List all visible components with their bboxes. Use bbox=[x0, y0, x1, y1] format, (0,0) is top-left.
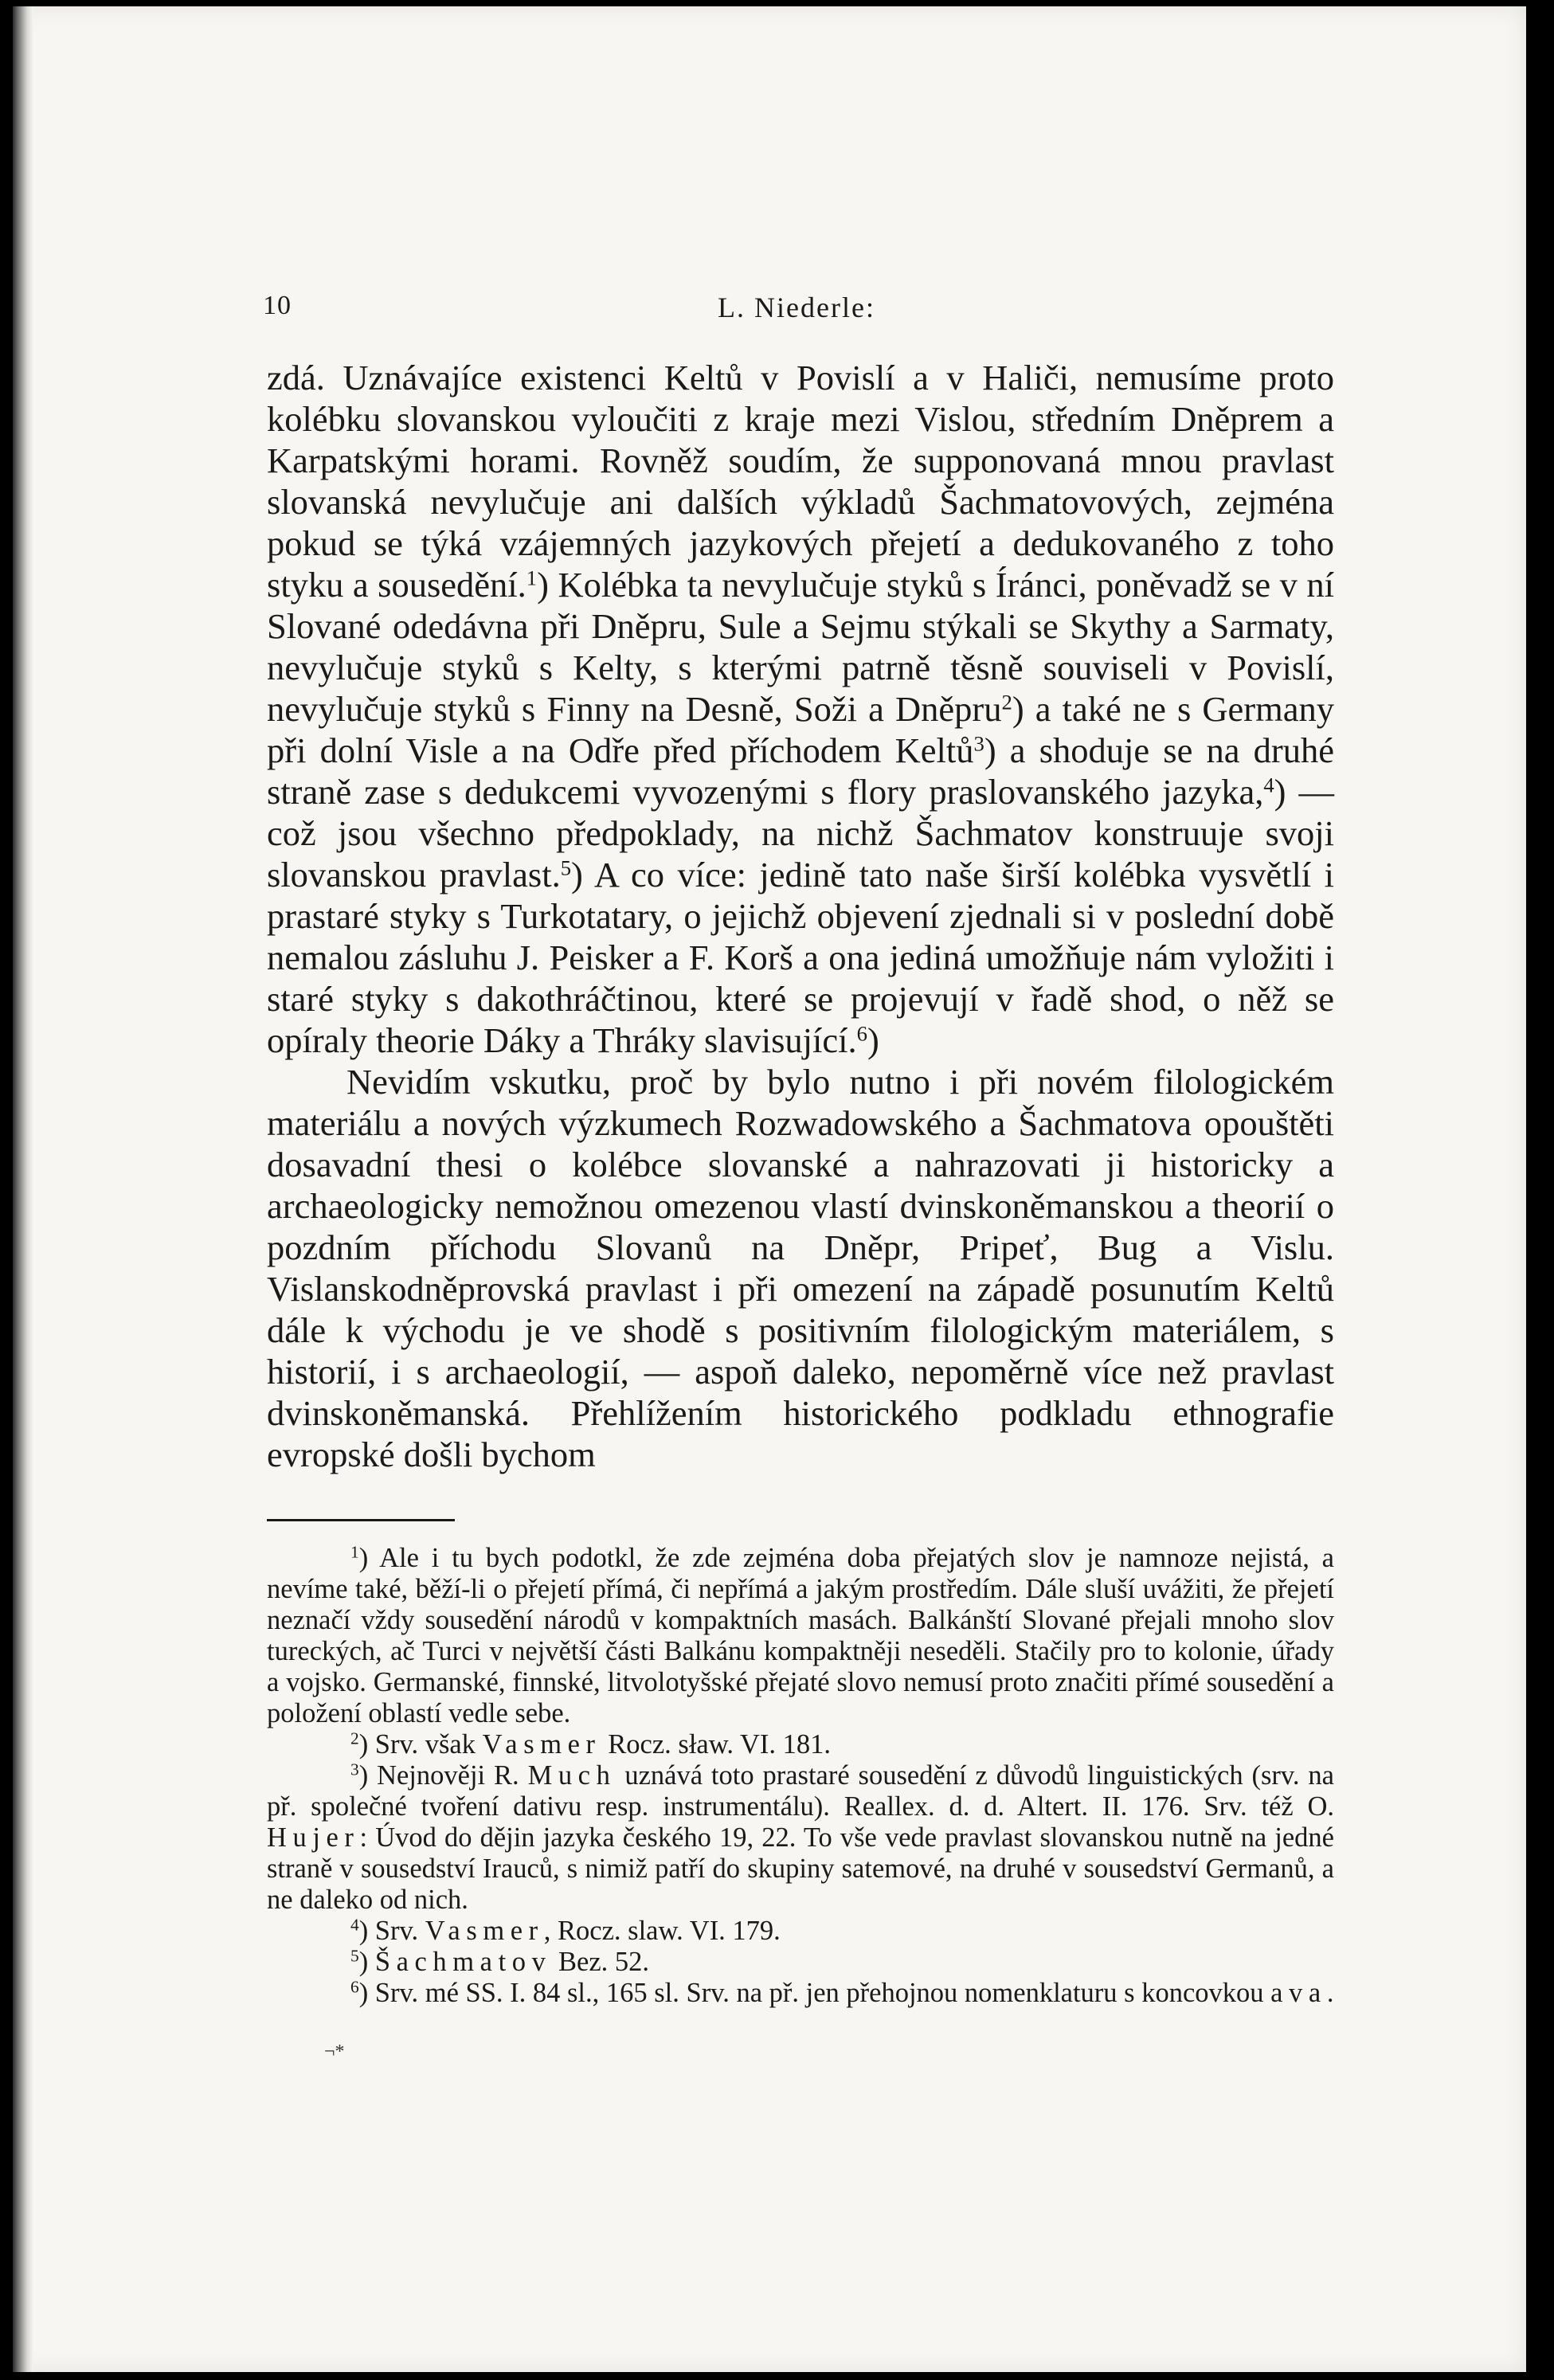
p1-text-3: ) a také ne s Germany při dolní Visle a na Odře před příchodem Keltů bbox=[267, 689, 1334, 770]
footnote-mark: 2 bbox=[350, 1728, 359, 1748]
footnote-text: Rocz. sław. VI. 181. bbox=[601, 1729, 832, 1760]
p1-text-4: ) a shoduje se na druhé straně zase s dedukcemi vyvozenými s flory praslovanského jazyka, bbox=[267, 730, 1334, 812]
page-number: 10 bbox=[263, 291, 292, 320]
main-text bbox=[267, 357, 1334, 1475]
footnote-text: ) Ale i tu bych podotkl, že zde zejména doba přejatých slov je namnoze nejistá, a nevíme také, běží-li o přejetí přímá, či nepřímá a jakým prostředím. Dále sluší uvážiti, že přejetí neznačí vždy sousedění národů v kompaktních masách. Balkánští Slované přejali mnoho slov tureckých, ač Turci v největší části Balkánu kompaktněji neseděli. Stačily pro to kolonie, úřady a vojsko. Germanské, finnské, litvolotyšské přejaté slovo nemusí proto značiti přímé sousedění a položení oblastí vedle sebe. bbox=[267, 1543, 1334, 1728]
book-spine-shadow bbox=[13, 6, 33, 2372]
footnote-ref-4: 4 bbox=[1263, 773, 1274, 797]
page-header bbox=[263, 291, 1330, 331]
footnote-5 bbox=[267, 1947, 1334, 1978]
footnote-1 bbox=[267, 1543, 1334, 1729]
footnote-text: uznává toto prastaré sousedění z důvodů linguistických (srv. na př. společné tvoření dativu resp. instrumentálu). Reallex. d. d. Altert. II. 176. Srv. též O. bbox=[267, 1760, 1334, 1822]
p1-text-5: ) — což jsou všechno předpoklady, na nichž Šachmatov konstruuje svoji slovanskou pravlast. bbox=[267, 772, 1335, 894]
footnote-text: ) bbox=[358, 1947, 375, 1977]
footnote-text: ) Srv. bbox=[358, 1916, 425, 1946]
author-name: Vasmer bbox=[482, 1729, 601, 1760]
footnote-ref-2: 2 bbox=[1001, 690, 1012, 714]
footnote-mark: 6 bbox=[350, 1977, 359, 1997]
footnote-4 bbox=[267, 1916, 1334, 1947]
p1-text-7: ) bbox=[867, 1020, 879, 1060]
footnotes bbox=[267, 1543, 1334, 2009]
footnote-text: . bbox=[1326, 1978, 1334, 2008]
footnote-mark: 5 bbox=[350, 1946, 359, 1966]
p1-text-6: ) A co více: jedině tato naše širší kolébka vysvětlí i prastaré styky s Turkotatary, o jejichž objevení zjednali si v poslední době nemalou zásluhu J. Peisker a F. Korš a ona jediná umožňuje nám vyložiti i staré styky s dakothráčtinou, které se projevují v řadě shod, o něž se opíraly theorie Dáky a Thráky slavisující. bbox=[267, 855, 1334, 1060]
footnote-text: : Úvod do dějin jazyka českého 19, 22. To vše vede pravlast slovanskou nutně na jedné straně v sousedství Irauců, s nimiž patří do skupiny satemové, na druhé v sousedství Germanů, a ne daleko od nich. bbox=[267, 1822, 1334, 1915]
paragraph-2: Nevidím vskutku, proč by bylo nutno i při novém filologickém materiálu a nových výzkumech Rozwadowského a Šachmatova opouštěti dosavadní thesi o kolébce slovanské a nahrazovati ji historicky a archaeologicky nemožnou omezenou vlastí dvinskoněmanskou a theorií o pozdním příchodu Slovanů na Dněpr, Pripeť, Bug a Vislu. Vislanskodněprovská pravlast i při omezení na západě posunutím Keltů dále k východu je ve shodě s positivním filologickým materiálem, s historií, i s archaeologií, — aspoň daleko, nepoměrně více než pravlast dvinskoněmanská. Přehlížením historického podkladu ethnografie evropské došli bychom bbox=[267, 1062, 1334, 1474]
footnote-mark: 1 bbox=[350, 1542, 359, 1562]
stray-print-mark: ¬* bbox=[324, 2041, 345, 2062]
footnote-text: ) Srv. mé SS. I. 84 sl., 165 sl. Srv. na př. jen přehojnou nomenklaturu s koncovkou bbox=[358, 1978, 1271, 2008]
running-head: L. Niederle: bbox=[718, 292, 875, 323]
p1-text-1: zdá. Uznávajíce existenci Keltů v Povislí a v Haliči, nemusíme proto kolébku slovanskou vyloučiti z kraje mezi Vislou, středním Dněprem a Karpatskými horami. Rovněž soudím, že supponovaná mnou pravlast slovanská nevylučuje ani dalších výkladů Šachmatovových, zejména pokud se týká vzájemných jazykových přejetí a dedukovaného z toho styku a sousedění. bbox=[267, 358, 1334, 605]
author-name: Much bbox=[527, 1760, 617, 1791]
footnote-mark: 4 bbox=[350, 1915, 359, 1935]
footnote-ref-6: 6 bbox=[856, 1021, 867, 1046]
footnote-6 bbox=[267, 1978, 1334, 2009]
footnote-3 bbox=[267, 1760, 1334, 1916]
emphasized-term: ava bbox=[1270, 1978, 1327, 2008]
p1-text-2: ) Kolébka ta nevylučuje styků s Íránci, poněvadž se v ní Slované odedávna při Dněpru, Sule a Sejmu stýkali se Skythy a Sarmaty, nevylučuje styků s Kelty, s kterými patrně těsně souviseli v Povislí, nevylučuje styků s Finny na Desně, Soži a Dněpru bbox=[267, 565, 1335, 729]
footnote-separator bbox=[267, 1519, 455, 1521]
footnote-text: Bez. 52. bbox=[551, 1947, 650, 1977]
author-name: Šachmatov bbox=[374, 1947, 552, 1977]
author-name: Hujer bbox=[267, 1822, 360, 1853]
footnote-ref-5: 5 bbox=[560, 855, 572, 880]
footnote-text: ) Nejnověji R. bbox=[358, 1760, 528, 1791]
author-name: Vasmer bbox=[425, 1916, 544, 1946]
footnote-ref-1: 1 bbox=[526, 566, 538, 590]
paragraph-1 bbox=[267, 357, 1334, 1061]
footnote-2 bbox=[267, 1729, 1334, 1760]
footnote-ref-3: 3 bbox=[973, 731, 984, 756]
footnote-text: , Rocz. slaw. VI. 179. bbox=[543, 1916, 781, 1946]
footnote-mark: 3 bbox=[350, 1760, 359, 1779]
footnote-text: ) Srv. však bbox=[358, 1729, 483, 1760]
